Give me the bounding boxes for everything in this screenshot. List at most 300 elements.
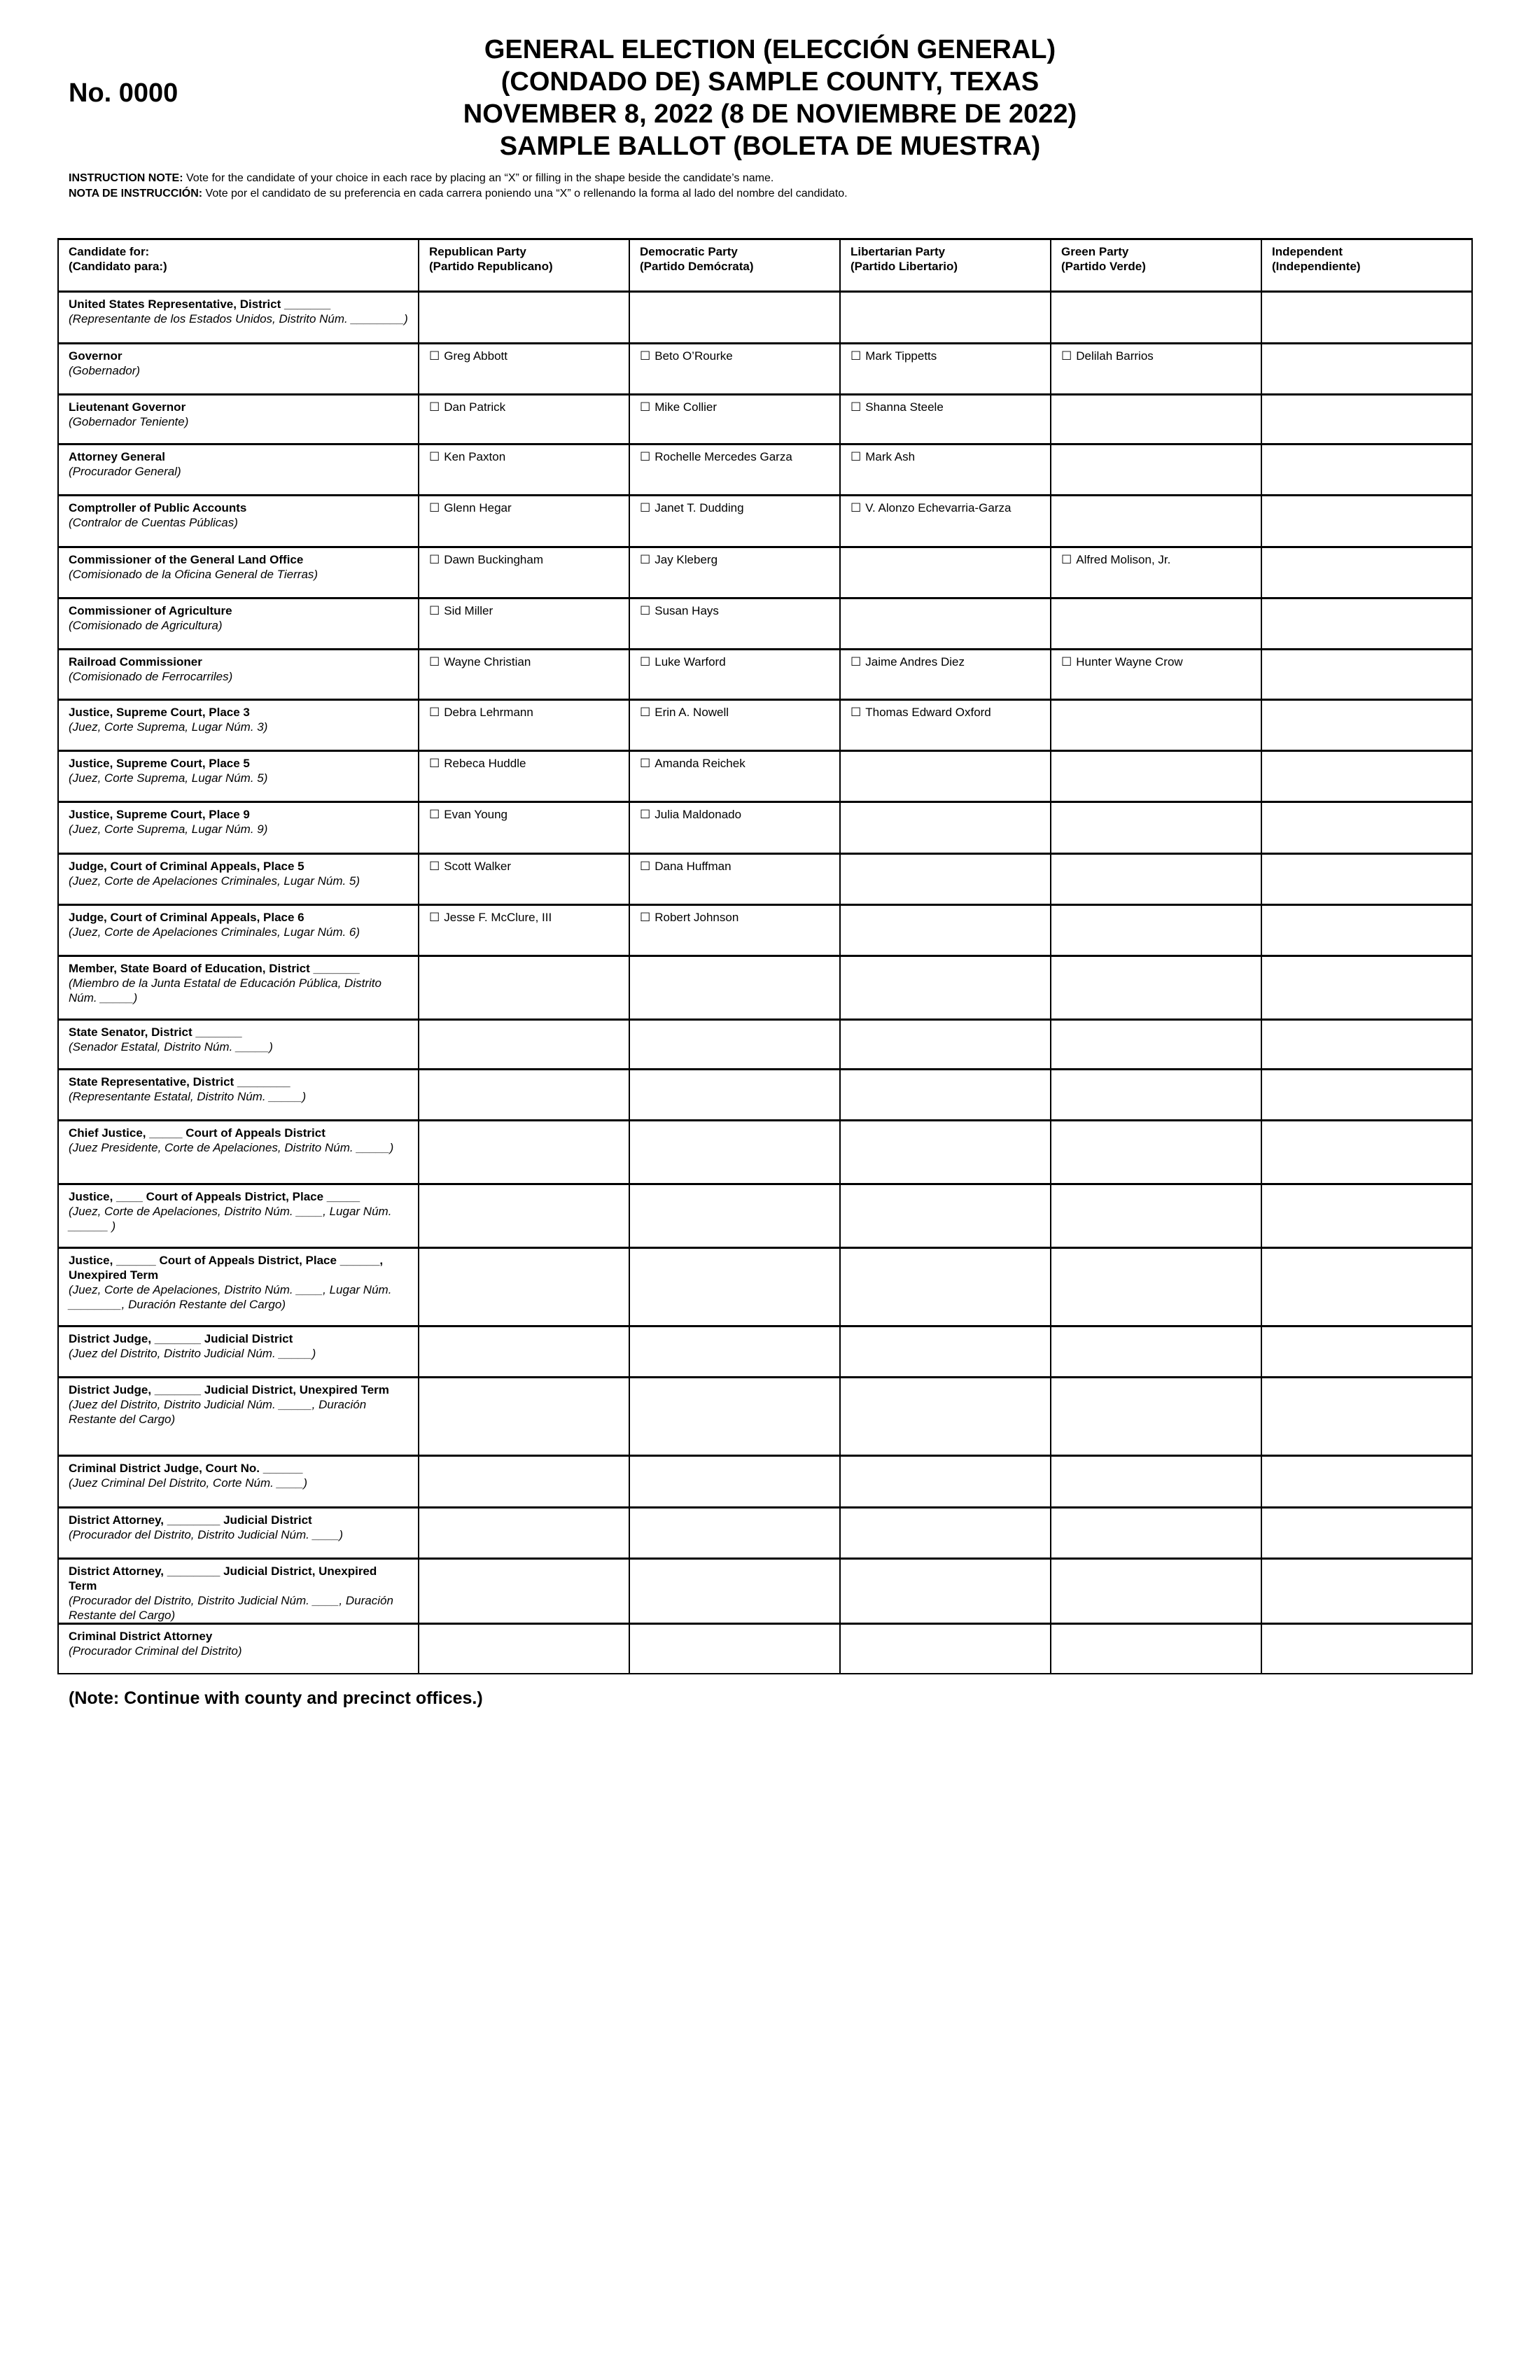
candidate-cell-libertarian [840,1248,1051,1326]
race-row [58,496,1472,547]
race-row [58,598,1472,650]
candidate-cell-green [1051,1378,1261,1456]
race-row [58,395,1472,444]
race-office-cell [58,751,419,802]
race-office-cell [58,700,419,751]
candidate-cell-independent [1261,395,1472,444]
office-title: State Senator, District _______ [69,1026,242,1039]
candidate-option[interactable] [429,450,505,463]
race-row [58,1456,1472,1508]
checkbox-icon[interactable]: ☐ [429,450,440,463]
candidate-name: Glenn Hegar [444,501,512,514]
checkbox-icon[interactable]: ☐ [850,501,862,514]
race-row [58,751,1472,802]
candidate-name: Beto O’Rourke [654,349,733,363]
candidate-cell-green [1051,1508,1261,1559]
candidate-option[interactable] [640,808,741,821]
race-office-cell [58,650,419,700]
candidate-cell-independent [1261,956,1472,1020]
candidate-option[interactable] [1061,349,1154,363]
candidate-name: Thomas Edward Oxford [865,706,991,719]
checkbox-icon[interactable]: ☐ [640,911,651,924]
candidate-cell-libertarian [840,496,1051,547]
candidate-cell-republican [419,1326,629,1378]
race-row [58,1508,1472,1559]
checkbox-icon[interactable]: ☐ [1061,553,1072,566]
race-row [58,905,1472,956]
title-line: SAMPLE BALLOT (BOLETA DE MUESTRA) [499,132,1041,161]
checkbox-icon[interactable]: ☐ [429,911,440,924]
checkbox-icon[interactable]: ☐ [429,349,440,363]
ballot-title [392,34,1148,162]
race-row [58,1559,1472,1624]
office-title-es: (Comisionado de Agricultura) [69,619,223,632]
candidate-name: Wayne Christian [444,655,531,668]
checkbox-icon[interactable]: ☐ [640,808,651,821]
office-title: Criminal District Attorney [69,1630,213,1643]
race-row [58,344,1472,395]
candidate-cell-independent [1261,854,1472,905]
candidate-option[interactable] [1061,553,1170,566]
candidate-cell-independent [1261,1070,1472,1121]
office-title-es: (Juez, Corte de Apelaciones, Distrito Núm. ____, Lugar Núm. ______ ) [69,1205,392,1233]
candidate-cell-libertarian [840,292,1051,344]
column-header [629,239,840,292]
candidate-cell-democratic [629,344,840,395]
office-title: Commissioner of Agriculture [69,604,232,617]
race-office-cell [58,1508,419,1559]
office-title: District Judge, _______ Judicial District [69,1332,293,1345]
office-title-es: (Juez, Corte de Apelaciones Criminales, Lugar Núm. 6) [69,925,360,939]
candidate-cell-democratic [629,1248,840,1326]
office-title-es: (Gobernador) [69,364,141,377]
candidate-cell-republican [419,1184,629,1248]
race-office-cell [58,1248,419,1326]
candidate-cell-republican [419,1070,629,1121]
instruction-es [69,186,848,202]
candidate-cell-independent [1261,292,1472,344]
column-label: Republican Party [429,245,526,258]
candidate-name: Rochelle Mercedes Garza [654,450,792,463]
race-office-cell [58,344,419,395]
candidate-option[interactable] [429,757,526,770]
candidate-option[interactable] [640,604,719,617]
candidate-cell-libertarian [840,547,1051,598]
office-title-es: (Contralor de Cuentas Públicas) [69,516,238,529]
candidate-option[interactable] [429,808,507,821]
candidate-cell-libertarian [840,700,1051,751]
race-office-cell [58,1559,419,1624]
instruction-en [69,171,848,186]
checkbox-icon[interactable]: ☐ [1061,349,1072,363]
checkbox-icon[interactable]: ☐ [429,706,440,719]
office-title: Justice, ______ Court of Appeals District, Place ______, Unexpired Term [69,1254,384,1282]
candidate-name: V. Alonzo Echevarria-Garza [865,501,1011,514]
column-label-es: (Partido Verde) [1061,260,1146,273]
candidate-cell-democratic [629,1559,840,1624]
candidate-option[interactable] [850,450,915,463]
candidate-option[interactable] [640,911,738,924]
candidate-cell-green [1051,751,1261,802]
race-office-cell [58,496,419,547]
candidate-name: Greg Abbott [444,349,507,363]
candidate-option[interactable] [850,501,1011,514]
office-title-es: (Juez, Corte Suprema, Lugar Núm. 9) [69,822,268,836]
column-label-es: (Partido Republicano) [429,260,553,273]
office-title: Commissioner of the General Land Office [69,553,304,566]
candidate-cell-democratic [629,854,840,905]
candidate-option[interactable] [640,400,717,414]
candidate-cell-republican [419,344,629,395]
candidate-cell-libertarian [840,956,1051,1020]
candidate-cell-green [1051,395,1261,444]
office-title: Criminal District Judge, Court No. ______ [69,1462,303,1475]
race-office-cell [58,1020,419,1070]
office-title: District Attorney, ________ Judicial District [69,1513,312,1527]
candidate-name: Mark Ash [865,450,916,463]
checkbox-icon[interactable]: ☐ [640,706,651,719]
candidate-cell-libertarian [840,395,1051,444]
office-title-es: (Gobernador Teniente) [69,415,189,428]
candidate-cell-green [1051,292,1261,344]
candidate-name: Robert Johnson [654,911,739,924]
candidate-cell-green [1051,1070,1261,1121]
candidate-option[interactable] [850,349,937,363]
checkbox-icon[interactable]: ☐ [640,400,651,414]
candidate-name: Dana Huffman [654,860,732,873]
race-office-cell [58,802,419,854]
candidate-cell-libertarian [840,1020,1051,1070]
candidate-cell-democratic [629,1020,840,1070]
candidate-cell-independent [1261,1326,1472,1378]
office-title-es: (Juez, Corte de Apelaciones Criminales, Lugar Núm. 5) [69,874,360,888]
title-line: NOVEMBER 8, 2022 (8 DE NOVIEMBRE DE 2022) [463,99,1077,129]
checkbox-icon[interactable]: ☐ [640,553,651,566]
candidate-cell-green [1051,1184,1261,1248]
candidate-cell-republican [419,1020,629,1070]
office-title: District Judge, _______ Judicial District, Unexpired Term [69,1383,389,1396]
column-label: Independent [1272,245,1343,258]
candidate-cell-democratic [629,444,840,496]
checkbox-icon[interactable]: ☐ [429,400,440,414]
candidate-cell-republican [419,956,629,1020]
candidate-option[interactable] [640,501,744,514]
candidate-cell-democratic [629,496,840,547]
candidate-cell-independent [1261,444,1472,496]
candidate-name: Jaime Andres Diez [865,655,965,668]
candidate-option[interactable] [429,655,531,668]
candidate-cell-green [1051,1624,1261,1674]
candidate-cell-democratic [629,1378,840,1456]
candidate-cell-republican [419,1248,629,1326]
race-row [58,1378,1472,1456]
candidate-option[interactable] [429,911,552,924]
checkbox-icon[interactable]: ☐ [429,860,440,873]
race-row [58,802,1472,854]
office-title-es: (Juez del Distrito, Distrito Judicial Núm. _____) [69,1347,316,1360]
ballot-table [57,238,1473,1674]
office-title-es: (Procurador Criminal del Distrito) [69,1644,242,1658]
candidate-option[interactable] [640,860,732,873]
office-title: Chief Justice, _____ Court of Appeals District [69,1126,326,1140]
candidate-cell-independent [1261,1184,1472,1248]
candidate-cell-republican [419,292,629,344]
candidate-cell-republican [419,650,629,700]
office-title: Justice, Supreme Court, Place 3 [69,706,250,719]
title-line: GENERAL ELECTION (ELECCIÓN GENERAL) [484,35,1056,64]
race-office-cell [58,292,419,344]
race-row [58,650,1472,700]
candidate-cell-republican [419,905,629,956]
candidate-cell-independent [1261,1378,1472,1456]
race-office-cell [58,1326,419,1378]
candidate-cell-independent [1261,496,1472,547]
checkbox-icon[interactable]: ☐ [640,757,651,770]
checkbox-icon[interactable]: ☐ [640,604,651,617]
candidate-option[interactable] [850,655,965,668]
candidate-option[interactable] [429,706,533,719]
race-office-cell [58,1184,419,1248]
office-title-es: (Comisionado de Ferrocarriles) [69,670,233,683]
candidate-option[interactable] [640,706,729,719]
race-row [58,1121,1472,1184]
candidate-cell-libertarian [840,1378,1051,1456]
race-office-cell [58,1456,419,1508]
race-row [58,292,1472,344]
candidate-cell-green [1051,598,1261,650]
office-title: Judge, Court of Criminal Appeals, Place 6 [69,911,304,924]
office-title-es: (Juez del Distrito, Distrito Judicial Núm. _____, Duración Restante del Cargo) [69,1398,367,1426]
office-title: Governor [69,349,122,363]
office-title: Justice, ____ Court of Appeals District, Place _____ [69,1190,360,1203]
race-row [58,956,1472,1020]
checkbox-icon[interactable]: ☐ [640,501,651,514]
office-title-es: (Procurador del Distrito, Distrito Judicial Núm. ____) [69,1528,344,1541]
office-title: Lieutenant Governor [69,400,186,414]
candidate-cell-green [1051,650,1261,700]
column-header [1051,239,1261,292]
candidate-name: Sid Miller [444,604,493,617]
candidate-cell-libertarian [840,1121,1051,1184]
candidate-cell-republican [419,598,629,650]
office-title-es: (Juez, Corte Suprema, Lugar Núm. 5) [69,771,268,785]
checkbox-icon[interactable]: ☐ [640,655,651,668]
candidate-cell-republican [419,1121,629,1184]
office-title-es: (Procurador del Distrito, Distrito Judicial Núm. ____, Duración Restante del Cargo) [69,1594,393,1622]
candidate-option[interactable] [640,553,718,566]
candidate-cell-libertarian [840,344,1051,395]
candidate-cell-democratic [629,905,840,956]
candidate-cell-democratic [629,1508,840,1559]
checkbox-icon[interactable]: ☐ [640,349,651,363]
column-label: Libertarian Party [850,245,946,258]
candidate-cell-libertarian [840,1624,1051,1674]
candidate-cell-independent [1261,1456,1472,1508]
column-label: Green Party [1061,245,1129,258]
candidate-name: Mark Tippetts [865,349,937,363]
candidate-cell-republican [419,496,629,547]
candidate-cell-green [1051,344,1261,395]
candidate-cell-independent [1261,1121,1472,1184]
checkbox-icon[interactable]: ☐ [1061,655,1072,668]
candidate-cell-republican [419,395,629,444]
candidate-name: Janet T. Dudding [654,501,744,514]
candidate-cell-republican [419,700,629,751]
candidate-cell-republican [419,854,629,905]
race-office-cell [58,905,419,956]
candidate-cell-independent [1261,344,1472,395]
candidate-name: Rebeca Huddle [444,757,526,770]
column-label-es: (Partido Libertario) [850,260,958,273]
candidate-option[interactable] [850,400,944,414]
candidate-cell-green [1051,1020,1261,1070]
candidate-cell-independent [1261,1559,1472,1624]
office-title: Member, State Board of Education, District _______ [69,962,360,975]
ballot-number: No. 0000 [69,78,178,108]
candidate-cell-democratic [629,700,840,751]
instructions [69,171,848,202]
instruction-en-text: Vote for the candidate of your choice in each race by placing an “X” or filling in the shape beside the candidate’s name. [183,172,774,184]
candidate-cell-democratic [629,1184,840,1248]
race-office-cell [58,1378,419,1456]
candidate-option[interactable] [640,757,746,770]
race-office-cell [58,1121,419,1184]
candidate-option[interactable] [640,349,733,363]
candidate-cell-libertarian [840,1456,1051,1508]
candidate-name: Jesse F. McClure, III [444,911,552,924]
candidate-cell-green [1051,444,1261,496]
candidate-name: Delilah Barrios [1076,349,1154,363]
checkbox-icon[interactable]: ☐ [850,450,862,463]
candidate-option[interactable] [429,604,493,617]
candidate-cell-republican [419,547,629,598]
office-title-es: (Representante Estatal, Distrito Núm. _____) [69,1090,307,1103]
checkbox-icon[interactable]: ☐ [429,757,440,770]
office-title: Judge, Court of Criminal Appeals, Place 5 [69,860,304,873]
candidate-cell-democratic [629,1326,840,1378]
race-office-cell [58,1624,419,1674]
column-header [1261,239,1472,292]
candidate-name: Dawn Buckingham [444,553,543,566]
race-row [58,1070,1472,1121]
candidate-option[interactable] [429,553,543,566]
candidate-name: Mike Collier [654,400,718,414]
office-title: State Representative, District ________ [69,1075,290,1088]
candidate-name: Julia Maldonado [654,808,742,821]
candidate-option[interactable] [429,501,512,514]
checkbox-icon[interactable]: ☐ [429,604,440,617]
candidate-option[interactable] [1061,655,1183,668]
candidate-cell-democratic [629,395,840,444]
checkbox-icon[interactable]: ☐ [850,655,862,668]
candidate-option[interactable] [640,655,726,668]
column-label-es: (Independiente) [1272,260,1361,273]
candidate-cell-libertarian [840,1070,1051,1121]
candidate-cell-democratic [629,650,840,700]
candidate-cell-green [1051,1248,1261,1326]
candidate-cell-libertarian [840,650,1051,700]
candidate-cell-democratic [629,1456,840,1508]
candidate-cell-libertarian [840,751,1051,802]
race-office-cell [58,854,419,905]
office-title-es: (Miembro de la Junta Estatal de Educación Pública, Distrito Núm. _____) [69,976,382,1004]
candidate-cell-republican [419,802,629,854]
candidate-option[interactable] [429,400,505,414]
candidate-cell-independent [1261,1020,1472,1070]
candidate-cell-green [1051,1559,1261,1624]
checkbox-icon[interactable]: ☐ [640,450,651,463]
candidate-cell-republican [419,1624,629,1674]
column-label-es: (Partido Demócrata) [640,260,754,273]
column-label-es: (Candidato para:) [69,260,167,273]
candidate-cell-independent [1261,1624,1472,1674]
candidate-cell-libertarian [840,854,1051,905]
candidate-cell-independent [1261,700,1472,751]
candidate-name: Shanna Steele [865,400,944,414]
candidate-cell-democratic [629,547,840,598]
checkbox-icon[interactable]: ☐ [429,808,440,821]
race-row [58,1248,1472,1326]
candidate-cell-libertarian [840,905,1051,956]
office-title: Attorney General [69,450,165,463]
candidate-cell-independent [1261,751,1472,802]
candidate-cell-libertarian [840,598,1051,650]
instruction-es-text: Vote por el candidato de su preferencia en cada carrera poniendo una “X” o rellenando la forma al lado del nombre del candidato. [202,188,848,200]
instruction-es-label: NOTA DE INSTRUCCIÓN: [69,188,203,200]
candidate-cell-libertarian [840,1559,1051,1624]
checkbox-icon[interactable]: ☐ [640,860,651,873]
office-title: Justice, Supreme Court, Place 5 [69,757,250,770]
checkbox-icon[interactable]: ☐ [429,553,440,566]
checkbox-icon[interactable]: ☐ [429,501,440,514]
office-title: Comptroller of Public Accounts [69,501,247,514]
checkbox-icon[interactable]: ☐ [850,400,862,414]
office-title-es: (Procurador General) [69,465,181,478]
candidate-name: Alfred Molison, Jr. [1076,553,1171,566]
instruction-en-label: INSTRUCTION NOTE: [69,172,183,184]
office-title-es: (Juez Presidente, Corte de Apelaciones, Distrito Núm. _____) [69,1141,394,1154]
checkbox-icon[interactable]: ☐ [850,706,862,719]
candidate-cell-republican [419,1508,629,1559]
candidate-cell-libertarian [840,802,1051,854]
candidate-cell-independent [1261,547,1472,598]
candidate-option[interactable] [640,450,792,463]
race-office-cell [58,395,419,444]
candidate-cell-green [1051,1326,1261,1378]
candidate-cell-libertarian [840,1184,1051,1248]
candidate-name: Amanda Reichek [654,757,746,770]
candidate-cell-democratic [629,802,840,854]
candidate-cell-republican [419,1559,629,1624]
candidate-cell-green [1051,496,1261,547]
checkbox-icon[interactable]: ☐ [429,655,440,668]
candidate-option[interactable] [429,860,511,873]
race-row [58,444,1472,496]
candidate-name: Scott Walker [444,860,511,873]
candidate-cell-green [1051,956,1261,1020]
candidate-option[interactable] [850,706,991,719]
candidate-cell-republican [419,1378,629,1456]
race-row [58,854,1472,905]
office-title-es: (Juez, Corte Suprema, Lugar Núm. 3) [69,720,268,734]
candidate-option[interactable] [429,349,507,363]
column-label: Candidate for: [69,245,150,258]
candidate-cell-independent [1261,802,1472,854]
checkbox-icon[interactable]: ☐ [850,349,862,363]
candidate-name: Ken Paxton [444,450,506,463]
candidate-name: Evan Young [444,808,508,821]
candidate-cell-independent [1261,598,1472,650]
